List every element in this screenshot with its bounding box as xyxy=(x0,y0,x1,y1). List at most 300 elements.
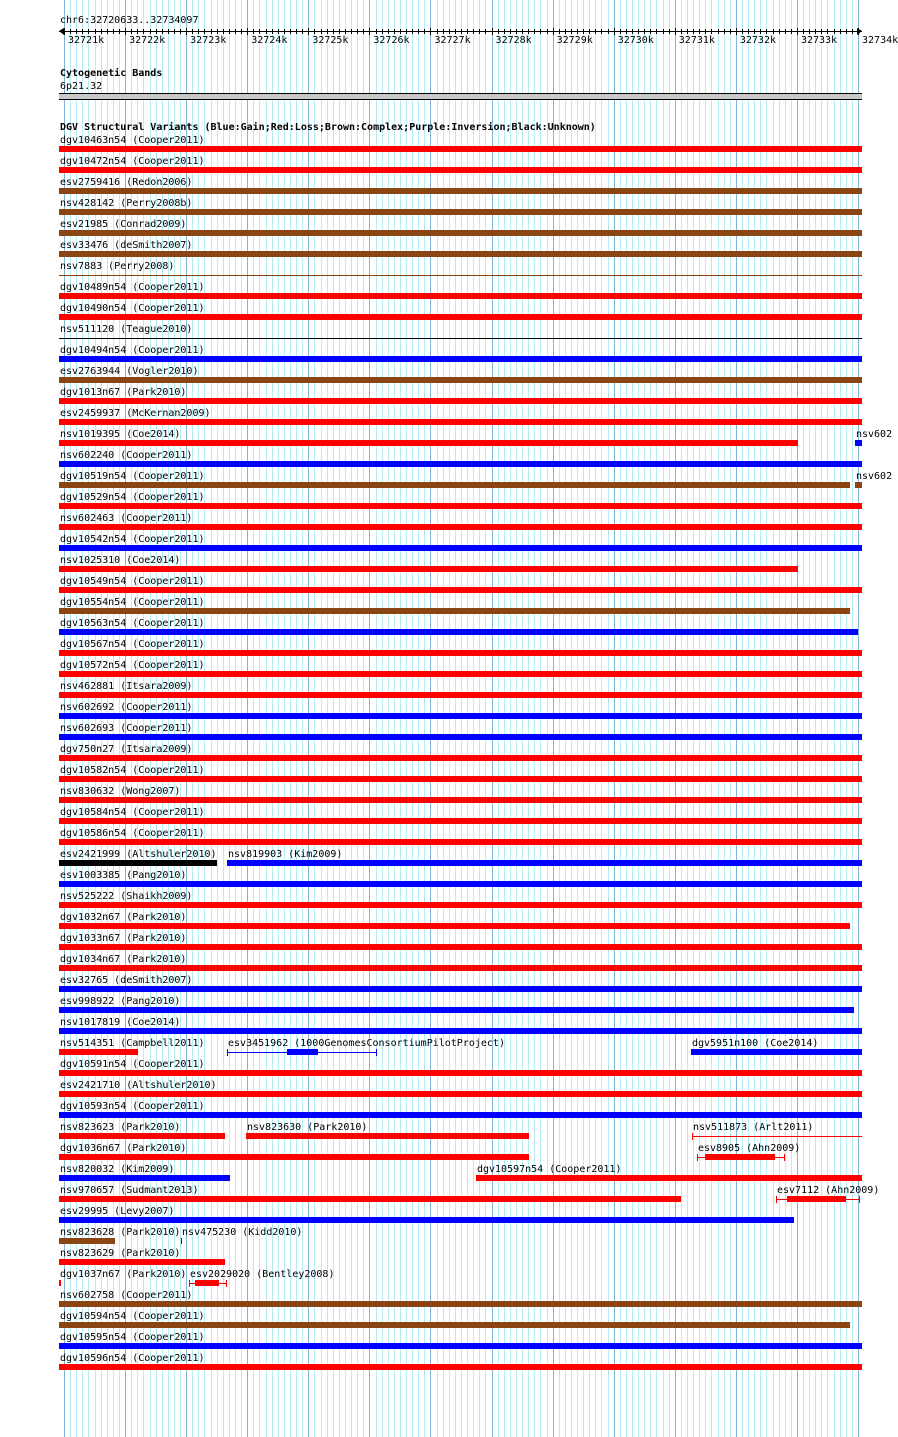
variant-label[interactable]: esv3451962 (1000GenomesConsortiumPilotProject) xyxy=(228,1038,505,1049)
variant-bar[interactable] xyxy=(59,146,862,152)
ruler-tick xyxy=(583,29,584,34)
ruler-tick-label: 32723k xyxy=(190,35,227,46)
variant-bar[interactable] xyxy=(59,755,862,761)
variant-bar[interactable] xyxy=(59,1238,115,1244)
ruler-tick xyxy=(302,29,303,34)
ruler-tick xyxy=(601,29,602,34)
variant-label[interactable]: nsv1019395 (Coe2014) xyxy=(60,429,181,440)
ruler-tick xyxy=(638,29,639,34)
variant-label[interactable]: esv2759416 (Redon2006) xyxy=(60,177,193,188)
variant-label[interactable]: nsv7883 (Perry2008) xyxy=(60,261,175,272)
ruler-tick xyxy=(437,29,438,34)
ruler-tick xyxy=(705,29,706,34)
ruler-tick xyxy=(852,29,853,34)
ruler-tick xyxy=(278,29,279,34)
variant-label[interactable]: nsv602240 (Cooper2011) xyxy=(60,450,193,461)
variant-label[interactable]: dgv10584n54 (Cooper2011) xyxy=(60,807,205,818)
variant-label[interactable]: esv2763944 (Vogler2010) xyxy=(60,366,199,377)
variant-bar[interactable] xyxy=(59,314,862,320)
variant-bar[interactable] xyxy=(59,902,862,908)
variant-bar[interactable] xyxy=(59,167,862,173)
variant-label[interactable]: dgv10594n54 (Cooper2011) xyxy=(60,1311,205,1322)
ruler-tick xyxy=(699,29,700,34)
variant-label[interactable]: dgv10572n54 (Cooper2011) xyxy=(60,660,205,671)
ruler-tick xyxy=(327,29,328,34)
variant-bar[interactable] xyxy=(59,671,862,677)
variant-bar[interactable] xyxy=(59,1049,138,1055)
variant-label[interactable]: esv2421999 (Altshuler2010) xyxy=(60,849,217,860)
variant-label[interactable]: dgv10472n54 (Cooper2011) xyxy=(60,156,205,167)
ruler-tick xyxy=(779,29,780,34)
ruler-tick xyxy=(400,29,401,34)
variant-label[interactable]: esv33476 (deSmith2007) xyxy=(60,240,193,251)
ruler-tick xyxy=(840,29,841,34)
variant-label[interactable]: nsv602693 (Cooper2011) xyxy=(60,723,193,734)
ruler-tick xyxy=(107,29,108,34)
ruler-tick xyxy=(510,29,511,34)
variant-bar[interactable] xyxy=(59,713,862,719)
variant-bar[interactable] xyxy=(59,944,862,950)
variant-bar-cap[interactable] xyxy=(697,1154,698,1161)
ruler-tick xyxy=(162,29,163,34)
variant-bar[interactable] xyxy=(59,734,862,740)
ruler-tick xyxy=(223,29,224,34)
ruler-tick-label: 32731k xyxy=(678,35,715,46)
ruler-tick xyxy=(736,28,737,35)
ruler-tick xyxy=(608,29,609,34)
ruler-tick xyxy=(663,29,664,34)
ruler-tick xyxy=(577,29,578,34)
ruler[interactable] xyxy=(59,28,898,48)
cytoband-label: 6p21.32 xyxy=(60,81,103,92)
variant-bar[interactable] xyxy=(59,860,217,866)
variant-bar[interactable] xyxy=(59,440,798,446)
ruler-tick xyxy=(174,29,175,34)
variant-label[interactable]: esv2421710 (Altshuler2010) xyxy=(60,1080,217,1091)
ruler-tick xyxy=(143,29,144,34)
variant-label[interactable]: nsv602 xyxy=(855,429,893,440)
variant-label[interactable]: nsv1017819 (Coe2014) xyxy=(60,1017,181,1028)
variant-bar[interactable] xyxy=(59,923,850,929)
variant-bar[interactable] xyxy=(59,251,862,257)
ruler-tick xyxy=(382,29,383,34)
variant-label[interactable]: nsv511120 (Teague2010) xyxy=(60,324,193,335)
ruler-tick xyxy=(266,29,267,34)
ruler-tick xyxy=(430,28,431,35)
ruler-tick xyxy=(321,29,322,34)
variant-bar[interactable] xyxy=(59,293,862,299)
variant-bar[interactable] xyxy=(246,1133,529,1139)
ruler-tick xyxy=(296,29,297,34)
ruler-tick xyxy=(595,29,596,34)
variant-bar-cap[interactable] xyxy=(692,1133,693,1140)
ruler-tick-label: 32726k xyxy=(373,35,410,46)
ruler-tick xyxy=(785,29,786,34)
ruler-tick xyxy=(534,29,535,34)
ruler-tick-label: 32730k xyxy=(617,35,654,46)
ruler-tick xyxy=(259,29,260,34)
ruler-tick xyxy=(815,29,816,34)
ruler-tick xyxy=(492,28,493,35)
ruler-tick xyxy=(669,29,670,34)
variant-label[interactable]: dgv10490n54 (Cooper2011) xyxy=(60,303,205,314)
ruler-tick xyxy=(656,29,657,34)
variant-bar[interactable] xyxy=(59,776,862,782)
variant-label[interactable]: dgv10519n54 (Cooper2011) xyxy=(60,471,205,482)
variant-label[interactable]: nsv819903 (Kim2009) xyxy=(228,849,343,860)
variant-label[interactable]: nsv1025310 (Coe2014) xyxy=(60,555,181,566)
variant-bar-thick[interactable] xyxy=(195,1280,219,1286)
variant-bar[interactable] xyxy=(227,860,862,866)
variant-label[interactable]: nsv823628 (Park2010) xyxy=(60,1227,181,1238)
ruler-tick xyxy=(345,29,346,34)
ruler-tick xyxy=(467,29,468,34)
ruler-tick-label: 32732k xyxy=(739,35,776,46)
ruler-tick xyxy=(559,29,560,34)
variant-bar[interactable] xyxy=(59,818,862,824)
variant-bar[interactable] xyxy=(59,419,862,425)
ruler-tick xyxy=(809,29,810,34)
ruler-tick xyxy=(589,29,590,34)
variant-label[interactable]: nsv475230 (Kidd2010) xyxy=(182,1227,303,1238)
ruler-tick xyxy=(131,29,132,34)
variant-bar[interactable] xyxy=(59,1070,862,1076)
variant-bar[interactable] xyxy=(59,797,862,803)
ruler-tick xyxy=(821,29,822,34)
variant-bar[interactable] xyxy=(59,545,862,551)
variant-bar[interactable] xyxy=(59,1133,225,1139)
ruler-tick xyxy=(687,29,688,34)
ruler-tick xyxy=(565,29,566,34)
variant-label[interactable]: dgv1033n67 (Park2010) xyxy=(60,933,187,944)
ruler-tick xyxy=(455,29,456,34)
cytogenetic-bands-title: Cytogenetic Bands xyxy=(60,68,163,79)
cytoband-bar[interactable] xyxy=(59,93,862,100)
variant-bar[interactable] xyxy=(59,230,862,236)
variant-label[interactable]: nsv823629 (Park2010) xyxy=(60,1248,181,1259)
ruler-tick xyxy=(773,29,774,34)
ruler-tick xyxy=(247,28,248,35)
ruler-tick xyxy=(846,29,847,34)
variant-bar[interactable] xyxy=(59,1028,862,1034)
ruler-tick-label: 32722k xyxy=(129,35,166,46)
variant-label[interactable]: nsv823630 (Park2010) xyxy=(247,1122,368,1133)
variant-bar[interactable] xyxy=(59,524,862,530)
ruler-tick xyxy=(119,29,120,34)
variant-label[interactable]: dgv10595n54 (Cooper2011) xyxy=(60,1332,205,1343)
ruler-tick xyxy=(418,29,419,34)
ruler-tick xyxy=(754,29,755,34)
variant-label[interactable]: esv8905 (Ahn2009) xyxy=(697,1143,801,1154)
ruler-tick xyxy=(553,28,554,35)
variant-label[interactable]: nsv514351 (Campbell2011) xyxy=(60,1038,205,1049)
ruler-tick xyxy=(693,29,694,34)
ruler-tick xyxy=(681,29,682,34)
variant-bar-thick[interactable] xyxy=(705,1154,775,1160)
ruler-tick xyxy=(64,28,65,35)
variant-label[interactable]: nsv602758 (Cooper2011) xyxy=(60,1290,193,1301)
ruler-tick-label: 32725k xyxy=(312,35,349,46)
variant-bar[interactable] xyxy=(59,692,862,698)
ruler-tick xyxy=(614,28,615,35)
variant-label[interactable]: nsv602 xyxy=(855,471,893,482)
variant-label[interactable]: nsv830632 (Wong2007) xyxy=(60,786,181,797)
ruler-tick xyxy=(95,29,96,34)
ruler-tick xyxy=(797,28,798,35)
ruler-tick xyxy=(516,29,517,34)
ruler-tick xyxy=(394,29,395,34)
variant-label[interactable]: dgv5951n100 (Coe2014) xyxy=(691,1038,819,1049)
variant-bar-thick[interactable] xyxy=(287,1049,318,1055)
ruler-tick xyxy=(742,29,743,34)
ruler-tick xyxy=(424,29,425,34)
ruler-tick xyxy=(314,29,315,34)
variant-label[interactable]: dgv10563n54 (Cooper2011) xyxy=(60,618,205,629)
variant-label[interactable]: dgv10586n54 (Cooper2011) xyxy=(60,828,205,839)
ruler-tick xyxy=(711,29,712,34)
variant-bar[interactable] xyxy=(59,1196,681,1202)
ruler-tick xyxy=(504,29,505,34)
variant-bar[interactable] xyxy=(59,1007,854,1013)
variant-bar[interactable] xyxy=(691,1049,862,1055)
variant-label[interactable]: dgv10549n54 (Cooper2011) xyxy=(60,576,205,587)
variant-bar[interactable] xyxy=(59,503,862,509)
variant-label[interactable]: nsv602692 (Cooper2011) xyxy=(60,702,193,713)
ruler-tick xyxy=(217,29,218,34)
ruler-tick xyxy=(650,29,651,34)
variant-bar[interactable] xyxy=(59,1343,862,1349)
ruler-tick xyxy=(620,29,621,34)
variant-bar-cap[interactable] xyxy=(859,1196,860,1203)
ruler-tick-label: 32721k xyxy=(68,35,105,46)
variant-bar[interactable] xyxy=(59,986,862,992)
ruler-tick xyxy=(308,28,309,35)
ruler-tick xyxy=(827,29,828,34)
ruler-tick xyxy=(156,29,157,34)
ruler-tick-label: 32734k xyxy=(862,35,898,46)
variant-label[interactable]: nsv823623 (Park2010) xyxy=(60,1122,181,1133)
ruler-tick-label: 32733k xyxy=(800,35,838,46)
variant-bar[interactable] xyxy=(59,587,862,593)
variant-bar[interactable] xyxy=(59,1091,862,1097)
range-label: chr6:32720633..32734097 xyxy=(60,15,199,26)
ruler-tick xyxy=(290,29,291,34)
variant-label[interactable]: esv32765 (deSmith2007) xyxy=(60,975,193,986)
ruler-tick xyxy=(192,29,193,34)
variant-label[interactable]: dgv1037n67 (Park2010) xyxy=(60,1269,187,1280)
ruler-tick xyxy=(571,29,572,34)
variant-label[interactable]: esv998922 (Pang2010) xyxy=(60,996,181,1007)
variant-bar[interactable] xyxy=(476,1175,862,1181)
variant-bar[interactable] xyxy=(59,650,862,656)
variant-label[interactable]: dgv10542n54 (Cooper2011) xyxy=(60,534,205,545)
variant-bar-cap[interactable] xyxy=(376,1049,377,1056)
ruler-tick xyxy=(760,29,761,34)
variant-label[interactable]: dgv1034n67 (Park2010) xyxy=(60,954,187,965)
variant-bar[interactable] xyxy=(59,881,862,887)
variant-bar[interactable] xyxy=(59,566,798,572)
variant-bar[interactable] xyxy=(181,1238,182,1244)
variant-bar[interactable] xyxy=(59,1259,225,1265)
variant-bar[interactable] xyxy=(692,1136,862,1137)
variant-bar[interactable] xyxy=(59,356,862,362)
ruler-tick-label: 32727k xyxy=(434,35,471,46)
ruler-tick xyxy=(186,28,187,35)
ruler-tick xyxy=(461,29,462,34)
variant-bar[interactable] xyxy=(59,338,862,339)
ruler-tick xyxy=(388,29,389,34)
ruler-tick xyxy=(485,29,486,34)
ruler-tick xyxy=(748,29,749,34)
variant-label[interactable]: nsv820032 (Kim2009) xyxy=(60,1164,175,1175)
variant-bar-cap[interactable] xyxy=(784,1154,785,1161)
variant-bar[interactable] xyxy=(59,1301,862,1307)
ruler-tick-label: 32728k xyxy=(495,35,532,46)
ruler-tick xyxy=(76,29,77,34)
variant-label[interactable]: dgv10596n54 (Cooper2011) xyxy=(60,1353,205,1364)
variant-label[interactable]: dgv10593n54 (Cooper2011) xyxy=(60,1101,205,1112)
ruler-tick xyxy=(724,29,725,34)
ruler-tick xyxy=(791,29,792,34)
variant-label[interactable]: esv1003385 (Pang2010) xyxy=(60,870,187,881)
ruler-tick xyxy=(235,29,236,34)
ruler-tick xyxy=(363,29,364,34)
ruler-tick xyxy=(730,29,731,34)
ruler-tick xyxy=(82,29,83,34)
variant-bar-cap[interactable] xyxy=(226,1280,227,1287)
ruler-tick xyxy=(498,29,499,34)
variant-bar[interactable] xyxy=(59,1364,862,1370)
ruler-tick xyxy=(473,29,474,34)
ruler-tick xyxy=(540,29,541,34)
variant-bar[interactable] xyxy=(59,839,862,845)
variant-bar-thick[interactable] xyxy=(787,1196,846,1202)
variant-bar[interactable] xyxy=(59,209,862,215)
variant-bar[interactable] xyxy=(59,275,862,276)
ruler-tick xyxy=(834,29,835,34)
ruler-tick xyxy=(168,29,169,34)
variant-bar[interactable] xyxy=(59,1322,850,1328)
variant-bar[interactable] xyxy=(59,188,862,194)
ruler-tick-label: 32729k xyxy=(556,35,593,46)
variant-label[interactable]: esv2459937 (McKernan2009) xyxy=(60,408,211,419)
ruler-tick xyxy=(406,29,407,34)
variant-bar[interactable] xyxy=(59,965,862,971)
variant-bar[interactable] xyxy=(59,398,862,404)
variant-label[interactable]: nsv525222 (Shaikh2009) xyxy=(60,891,193,902)
ruler-tick xyxy=(70,29,71,34)
variant-bar[interactable] xyxy=(59,482,850,488)
variant-label[interactable]: nsv428142 (Perry2008b) xyxy=(60,198,193,209)
variant-label[interactable]: nsv462881 (Itsara2009) xyxy=(60,681,193,692)
variant-bar[interactable] xyxy=(855,482,862,488)
variant-label[interactable]: dgv10582n54 (Cooper2011) xyxy=(60,765,205,776)
ruler-tick xyxy=(632,29,633,34)
ruler-tick xyxy=(443,29,444,34)
variant-bar-cap[interactable] xyxy=(189,1280,190,1287)
variant-bar[interactable] xyxy=(59,1154,529,1160)
variant-label[interactable]: dgv10489n54 (Cooper2011) xyxy=(60,282,205,293)
variant-label[interactable]: esv7112 (Ahn2009) xyxy=(777,1185,880,1196)
variant-bar[interactable] xyxy=(855,440,862,446)
ruler-tick xyxy=(339,29,340,34)
ruler-tick xyxy=(803,29,804,34)
ruler-tick xyxy=(766,29,767,34)
ruler-tick xyxy=(675,28,676,35)
ruler-tick xyxy=(718,29,719,34)
ruler-tick xyxy=(644,29,645,34)
variant-bar[interactable] xyxy=(59,1217,794,1223)
ruler-tick xyxy=(522,29,523,34)
variant-label[interactable]: esv29995 (Levy2007) xyxy=(60,1206,175,1217)
variant-label[interactable]: dgv1013n67 (Park2010) xyxy=(60,387,187,398)
ruler-tick xyxy=(101,29,102,34)
ruler-tick xyxy=(547,29,548,34)
ruler-tick-label: 32724k xyxy=(251,35,288,46)
variant-bar-cap[interactable] xyxy=(776,1196,777,1203)
ruler-tick xyxy=(150,29,151,34)
variant-bar[interactable] xyxy=(59,461,862,467)
variant-bar-cap[interactable] xyxy=(227,1049,228,1056)
variant-bar[interactable] xyxy=(59,1175,230,1181)
ruler-tick xyxy=(272,29,273,34)
variant-label[interactable]: dgv10554n54 (Cooper2011) xyxy=(60,597,205,608)
variant-bar[interactable] xyxy=(59,377,862,383)
variant-bar[interactable] xyxy=(59,1112,862,1118)
variant-label[interactable]: esv21985 (Conrad2009) xyxy=(60,219,187,230)
ruler-tick xyxy=(626,29,627,34)
ruler-tick xyxy=(113,29,114,34)
variant-label[interactable]: dgv10567n54 (Cooper2011) xyxy=(60,639,205,650)
dgv-track-title: DGV Structural Variants (Blue:Gain;Red:Loss;Brown:Complex;Purple:Inversion;Black:Unknown) xyxy=(60,122,596,133)
ruler-tick xyxy=(376,29,377,34)
ruler-tick xyxy=(241,29,242,34)
variant-label[interactable]: dgv10529n54 (Cooper2011) xyxy=(60,492,205,503)
ruler-tick xyxy=(253,29,254,34)
ruler-tick xyxy=(333,29,334,34)
variant-label[interactable]: dgv1036n67 (Park2010) xyxy=(60,1143,187,1154)
ruler-tick xyxy=(198,29,199,34)
ruler-tick xyxy=(284,29,285,34)
variant-bar[interactable] xyxy=(59,629,858,635)
variant-label[interactable]: dgv10591n54 (Cooper2011) xyxy=(60,1059,205,1070)
ruler-tick xyxy=(528,29,529,34)
variant-label[interactable]: dgv10463n54 (Cooper2011) xyxy=(60,135,205,146)
ruler-tick xyxy=(211,29,212,34)
variant-bar[interactable] xyxy=(59,1280,61,1286)
ruler-tick xyxy=(137,29,138,34)
ruler-tick xyxy=(412,29,413,34)
variant-label[interactable]: nsv970657 (Sudmant2013) xyxy=(60,1185,199,1196)
ruler-tick xyxy=(229,29,230,34)
variant-label[interactable]: dgv1032n67 (Park2010) xyxy=(60,912,187,923)
variant-label[interactable]: nsv511873 (Arlt2011) xyxy=(693,1122,814,1133)
ruler-tick xyxy=(204,29,205,34)
ruler-tick xyxy=(357,29,358,34)
ruler-tick xyxy=(449,29,450,34)
variant-label[interactable]: dgv750n27 (Itsara2009) xyxy=(60,744,193,755)
variant-bar[interactable] xyxy=(59,608,850,614)
variant-label[interactable]: dgv10494n54 (Cooper2011) xyxy=(60,345,205,356)
variant-label[interactable]: esv2029020 (Bentley2008) xyxy=(189,1269,335,1280)
ruler-tick xyxy=(88,29,89,34)
ruler-tick xyxy=(858,28,859,35)
variant-label[interactable]: dgv10597n54 (Cooper2011) xyxy=(476,1164,622,1175)
ruler-tick xyxy=(479,29,480,34)
ruler-tick xyxy=(351,29,352,34)
variant-label[interactable]: nsv602463 (Cooper2011) xyxy=(60,513,193,524)
ruler-tick xyxy=(125,28,126,35)
